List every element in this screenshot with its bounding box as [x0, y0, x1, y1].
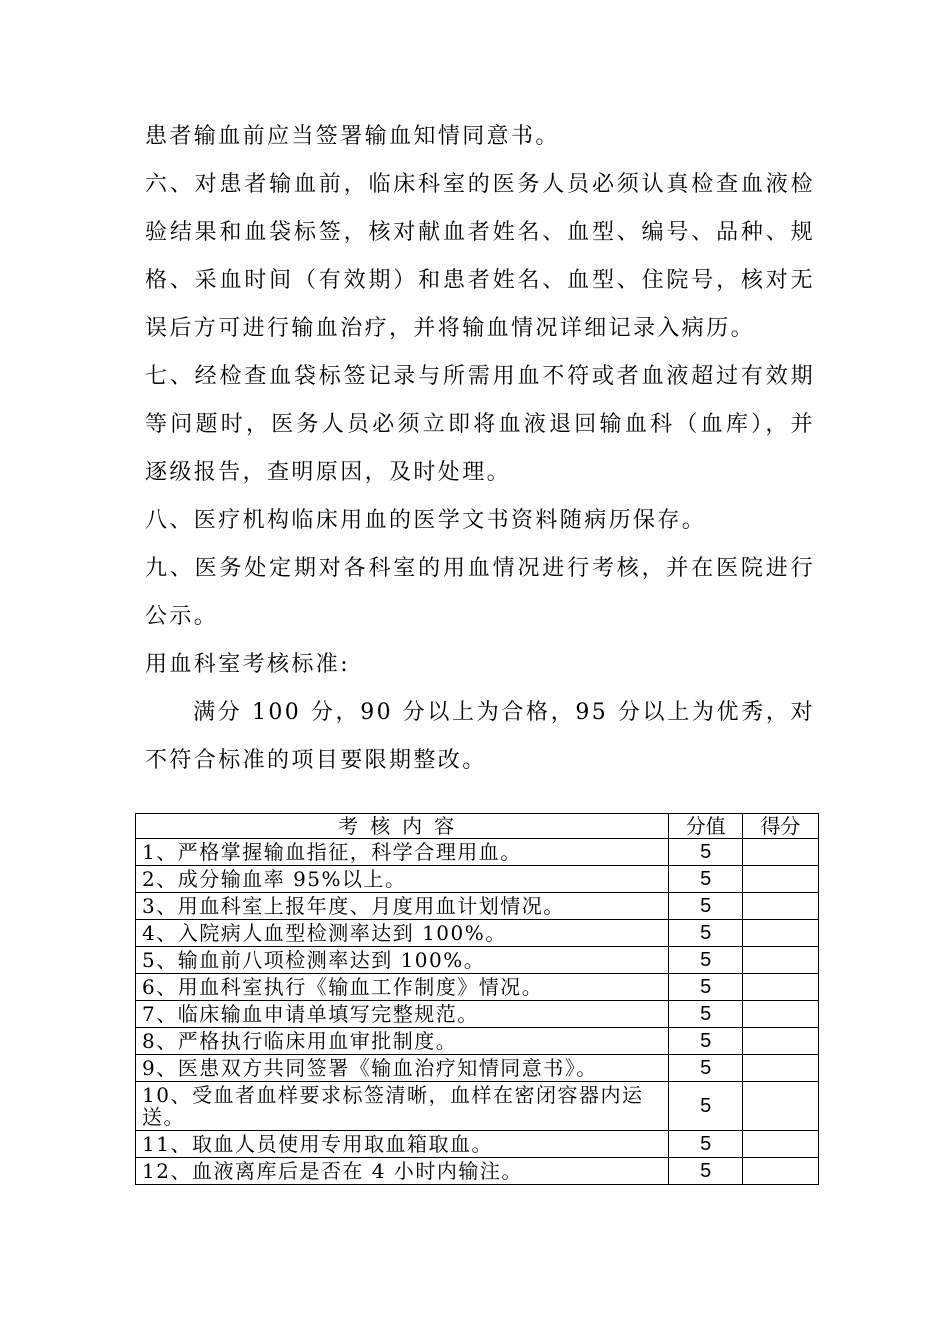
row-score: 5: [669, 920, 743, 947]
row-score: 5: [669, 974, 743, 1001]
row-content: 6、用血科室执行《输血工作制度》情况。: [136, 974, 669, 1001]
row-score: 5: [669, 947, 743, 974]
paragraph-item-8: 八、医疗机构临床用血的医学文书资料随病历保存。: [145, 508, 707, 533]
row-score: 5: [669, 1082, 743, 1131]
row-got: [743, 1131, 819, 1158]
row-content: 9、医患双方共同签署《输血治疗知情同意书》。: [136, 1055, 669, 1082]
row-score: 5: [669, 1158, 743, 1185]
row-got: [743, 974, 819, 1001]
row-content: 10、受血者血样要求标签清晰，血样在密闭容器内运送。: [136, 1082, 669, 1131]
table-row: [136, 866, 819, 893]
row-got: [743, 1001, 819, 1028]
table-row: [136, 1131, 819, 1158]
row-content: 12、血液离库后是否在 4 小时内输注。: [136, 1158, 669, 1185]
row-got: [743, 920, 819, 947]
table-row: [136, 1082, 819, 1131]
row-score: 5: [669, 893, 743, 920]
row-got: [743, 893, 819, 920]
header-score: 分值: [669, 814, 743, 839]
paragraph-item-6: 六、对患者输血前，临床科室的医务人员必须认真检查血液检验结果和血袋标签，核对献血者姓名、血型、编号、品种、规格、采血时间（有效期）和患者姓名、血型、住院号，核对无误后方可进行输血治疗，并将输血情况详细记录入病历。: [145, 172, 815, 341]
table-row: [136, 947, 819, 974]
row-got: [743, 866, 819, 893]
row-content: 8、严格执行临床用血审批制度。: [136, 1028, 669, 1055]
section-heading: 用血科室考核标准:: [145, 652, 351, 677]
table-row: [136, 893, 819, 920]
row-got: [743, 1028, 819, 1055]
table-header-row: [136, 814, 819, 839]
table-row: [136, 920, 819, 947]
paragraph-item-7: 七、经检查血袋标签记录与所需用血不符或者血液超过有效期等问题时，医务人员必须立即将血液退回输血科（血库），并逐级报告，查明原因，及时处理。: [145, 364, 815, 485]
paragraph-consent: 患者输血前应当签署输血知情同意书。: [145, 124, 560, 149]
row-score: 5: [669, 1131, 743, 1158]
table-row: [136, 839, 819, 866]
row-score: 5: [669, 1055, 743, 1082]
row-got: [743, 1082, 819, 1131]
row-got: [743, 839, 819, 866]
row-score: 5: [669, 1001, 743, 1028]
table-row: [136, 1028, 819, 1055]
paragraph-item-9: 九、医务处定期对各科室的用血情况进行考核，并在医院进行公示。: [145, 556, 815, 629]
row-content: 4、入院病人血型检测率达到 100%。: [136, 920, 669, 947]
row-got: [743, 1158, 819, 1185]
row-got: [743, 1055, 819, 1082]
row-score: 5: [669, 839, 743, 866]
row-content: 1、严格掌握输血指征，科学合理用血。: [136, 839, 669, 866]
row-content: 5、输血前八项检测率达到 100%。: [136, 947, 669, 974]
row-content: 7、临床输血申请单填写完整规范。: [136, 1001, 669, 1028]
row-content: 11、取血人员使用专用取血箱取血。: [136, 1131, 669, 1158]
table-row: [136, 974, 819, 1001]
paragraph-scoring-rule: 满分 100 分，90 分以上为合格，95 分以上为优秀，对不符合标准的项目要限期整改。: [145, 700, 815, 773]
header-content: 考核内容: [136, 814, 669, 839]
assessment-table: [135, 813, 819, 1185]
row-score: 5: [669, 866, 743, 893]
row-content: 3、用血科室上报年度、月度用血计划情况。: [136, 893, 669, 920]
row-score: 5: [669, 1028, 743, 1055]
table-row: [136, 1158, 819, 1185]
header-got: 得分: [743, 814, 819, 839]
row-content: 2、成分输血率 95%以上。: [136, 866, 669, 893]
table-row: [136, 1055, 819, 1082]
table-row: [136, 1001, 819, 1028]
row-got: [743, 947, 819, 974]
